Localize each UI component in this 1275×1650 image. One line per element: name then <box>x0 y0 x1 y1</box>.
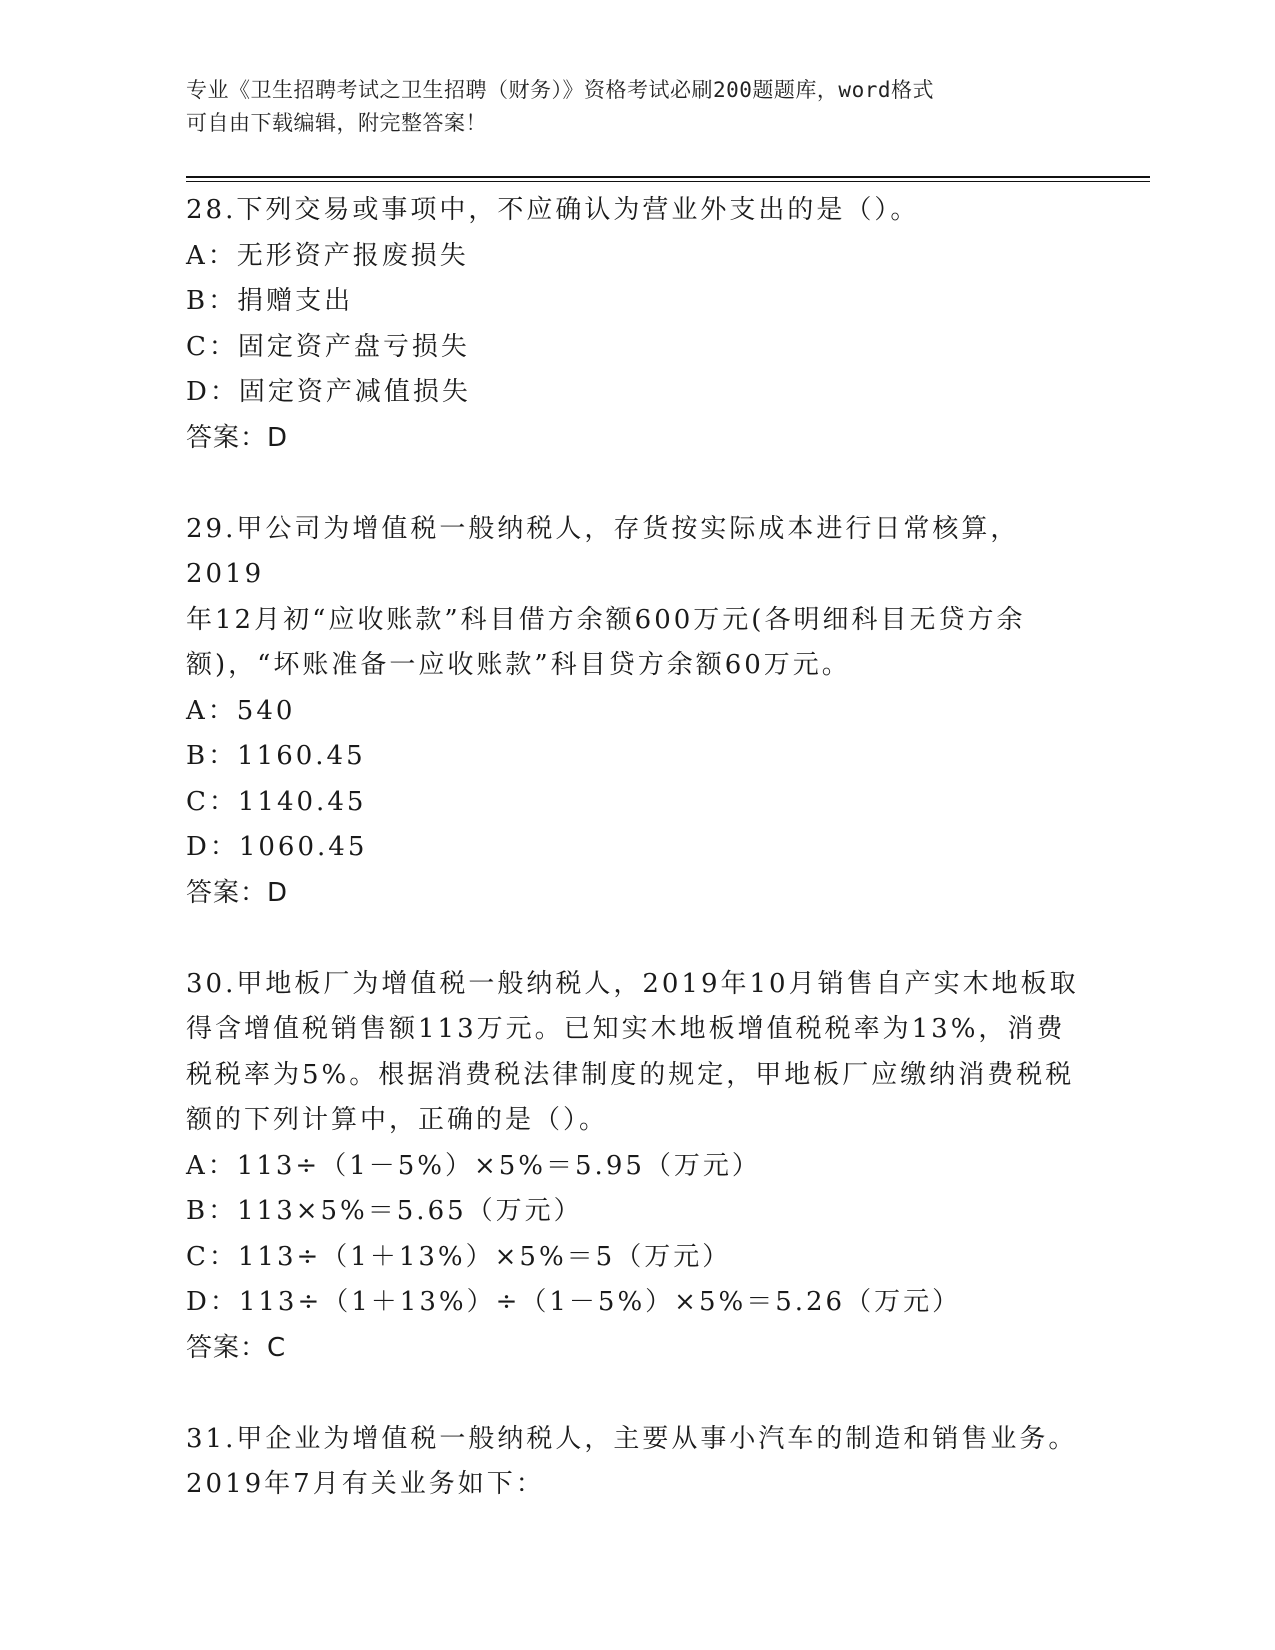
question-stem-line: 年12月初“应收账款”科目借方余额600万元(各明细科目无贷方余 <box>186 604 1026 635</box>
question-stem-line: 税税率为5%。根据消费税法律制度的规定，甲地板厂应缴纳消费税税 <box>186 1059 1075 1090</box>
question-stem-line: 29.甲公司为增值税一般纳税人，存货按实际成本进行日常核算，2019 <box>186 513 1020 589</box>
question-stem-line: 2019年7月有关业务如下： <box>186 1469 545 1499</box>
header-line-1: 专业《卫生招聘考试之卫生招聘（财务）》资格考试必刷200题题库，word格式 <box>186 78 934 102</box>
option-a: A：无形资产报废损失 <box>186 240 469 271</box>
question-30 <box>186 962 1086 1372</box>
header-rule-thin <box>186 181 1150 182</box>
option-b: B：1160.45 <box>186 741 366 771</box>
question-gap <box>186 461 1086 507</box>
header-rule-thick <box>186 176 1150 178</box>
answer: 答案：C <box>186 1332 287 1363</box>
option-b: B：113×5%＝5.65（万元） <box>186 1196 583 1226</box>
document-header <box>186 74 1086 140</box>
option-c: C：113÷（1＋13%）×5%＝5（万元） <box>186 1241 732 1272</box>
question-stem-line: 额的下列计算中，正确的是（）。 <box>186 1105 609 1135</box>
option-d: D：1060.45 <box>186 832 368 862</box>
question-gap <box>186 916 1086 962</box>
option-c: C：固定资产盘亏损失 <box>186 331 470 362</box>
option-c: C：1140.45 <box>186 786 367 817</box>
question-29 <box>186 507 1086 917</box>
question-list <box>186 188 1086 1508</box>
answer: 答案：D <box>186 877 289 908</box>
question-stem-line: 30.甲地板厂为增值税一般纳税人，2019年10月销售自产实木地板取 <box>186 968 1079 999</box>
question-stem-line: 得含增值税销售额113万元。已知实木地板增值税税率为13%，消费 <box>186 1014 1066 1044</box>
option-a: A：540 <box>186 695 296 726</box>
question-stem-line: 额)，“坏账准备一应收账款”科目贷方余额60万元。 <box>186 650 851 680</box>
question-31 <box>186 1417 1086 1508</box>
question-stem-line: 28.下列交易或事项中，不应确认为营业外支出的是（）。 <box>186 195 920 225</box>
question-stem-line: 31.甲企业为增值税一般纳税人，主要从事小汽车的制造和销售业务。 <box>186 1423 1078 1454</box>
question-28 <box>186 188 1086 461</box>
option-d: D：固定资产减值损失 <box>186 377 471 407</box>
answer: 答案：D <box>186 422 289 453</box>
header-line-2: 可自由下载编辑，附完整答案！ <box>186 111 487 135</box>
option-a: A：113÷（1－5%）×5%＝5.95（万元） <box>186 1150 761 1181</box>
option-b: B：捐赠支出 <box>186 286 354 316</box>
question-gap <box>186 1371 1086 1417</box>
option-d: D：113÷（1＋13%）÷（1－5%）×5%＝5.26（万元） <box>186 1287 962 1317</box>
